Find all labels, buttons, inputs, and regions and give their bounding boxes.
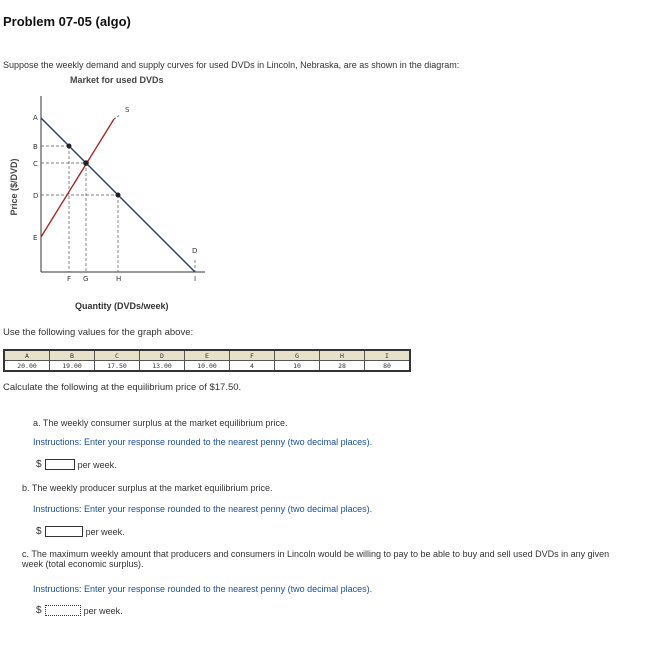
question-c-instructions: Instructions: Enter your response rounded to the nearest penny (two decimal places). xyxy=(33,584,373,594)
x-tick-h: H xyxy=(116,275,122,283)
x-tick-f: F xyxy=(67,275,72,283)
supply-label: S xyxy=(125,106,130,114)
question-b-input[interactable] xyxy=(45,526,83,537)
point-equilibrium xyxy=(83,160,89,166)
supply-curve-tail xyxy=(114,115,120,119)
question-b-instructions: Instructions: Enter your response rounded to the nearest penny (two decimal places). xyxy=(33,504,373,514)
header-d: D xyxy=(140,350,185,361)
value-e: 10.00 xyxy=(185,361,230,372)
values-table xyxy=(3,349,411,372)
point-b xyxy=(67,144,72,149)
question-b-answer-row xyxy=(36,526,125,537)
value-c: 17.50 xyxy=(95,361,140,372)
x-tick-i: I xyxy=(194,275,197,283)
question-a-instructions: Instructions: Enter your response rounded to the nearest penny (two decimal places). xyxy=(33,437,373,447)
value-b: 19.00 xyxy=(50,361,95,372)
question-c-input[interactable] xyxy=(45,605,81,616)
market-chart xyxy=(0,88,220,298)
question-a-input[interactable] xyxy=(45,459,75,470)
x-tick-g: G xyxy=(83,275,89,283)
value-a: 20.00 xyxy=(4,361,50,372)
question-c-answer-row xyxy=(36,605,123,616)
chart-ylabel: Price ($/DVD) xyxy=(9,158,19,216)
problem-title: Problem 07-05 (algo) xyxy=(3,14,131,29)
question-b-currency: $ xyxy=(36,526,42,537)
chart-xlabel: Quantity (DVDs/week) xyxy=(75,301,169,311)
question-c-currency: $ xyxy=(36,605,42,616)
chart-title: Market for used DVDs xyxy=(70,75,164,85)
header-a: A xyxy=(4,350,50,361)
problem-intro: Suppose the weekly demand and supply curves for used DVDs in Lincoln, Nebraska, are as shown in the diagram: xyxy=(3,60,460,70)
question-c-text: c. The maximum weekly amount that producers and consumers in Lincoln would be willing to pay to be able to buy and sell used DVDs in any given week (total economic surplus). xyxy=(22,549,610,569)
question-b-unit: per week. xyxy=(85,526,125,537)
header-e: E xyxy=(185,350,230,361)
y-tick-b: B xyxy=(33,143,38,151)
y-tick-a: A xyxy=(33,114,38,122)
values-header-row xyxy=(4,350,410,361)
header-i: I xyxy=(365,350,411,361)
header-h: H xyxy=(320,350,365,361)
y-tick-d: D xyxy=(33,192,39,200)
header-b: B xyxy=(50,350,95,361)
y-tick-e: E xyxy=(33,234,38,242)
supply-curve xyxy=(41,119,114,237)
value-f: 4 xyxy=(230,361,275,372)
demand-label: D xyxy=(192,247,198,255)
header-g: G xyxy=(275,350,320,361)
header-f: F xyxy=(230,350,275,361)
value-g: 10 xyxy=(275,361,320,372)
values-row xyxy=(4,361,410,372)
question-a-answer-row xyxy=(36,459,117,470)
header-c: C xyxy=(95,350,140,361)
question-a-unit: per week. xyxy=(77,459,117,470)
value-h: 28 xyxy=(320,361,365,372)
point-d xyxy=(116,193,121,198)
y-tick-c: C xyxy=(33,160,38,168)
question-a-text: a. The weekly consumer surplus at the market equilibrium price. xyxy=(33,418,288,428)
question-b-text: b. The weekly producer surplus at the market equilibrium price. xyxy=(22,483,273,493)
values-intro: Use the following values for the graph above: xyxy=(3,327,194,338)
question-c-unit: per week. xyxy=(83,605,123,616)
value-i: 80 xyxy=(365,361,411,372)
value-d: 13.00 xyxy=(140,361,185,372)
calc-instruction: Calculate the following at the equilibrium price of $17.50. xyxy=(3,382,242,393)
question-a-currency: $ xyxy=(36,459,42,470)
